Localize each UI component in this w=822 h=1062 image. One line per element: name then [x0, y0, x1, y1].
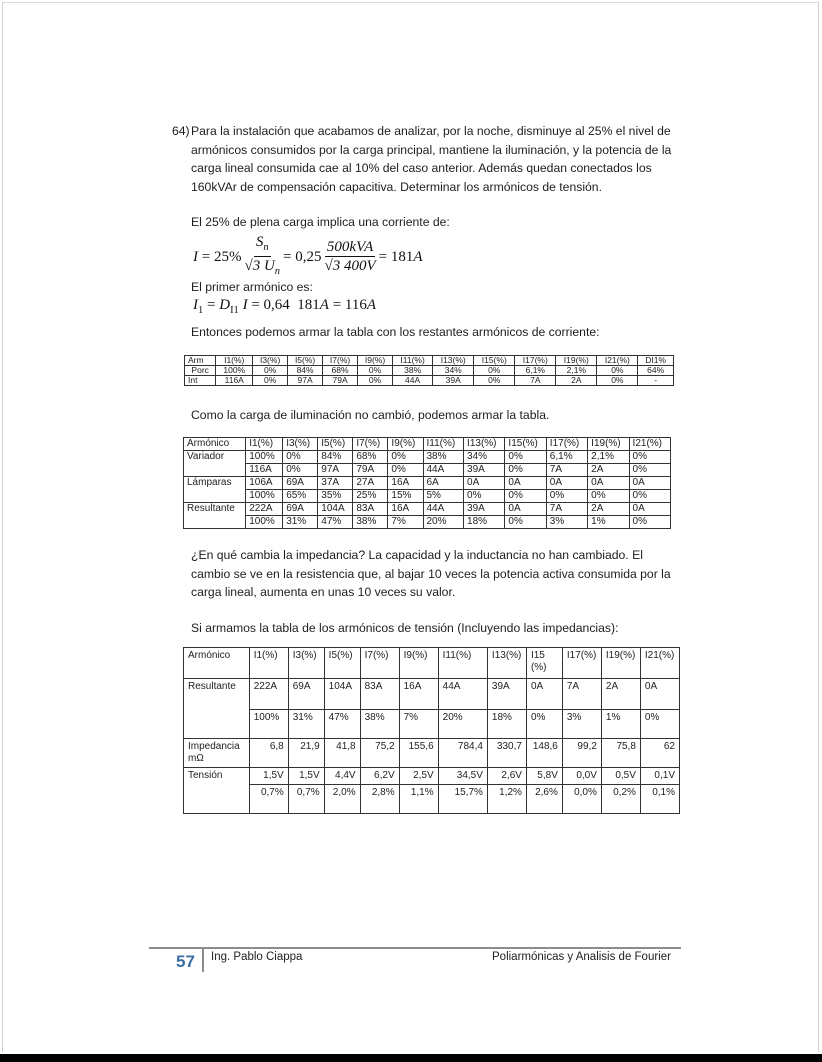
table-cell: 1,5V: [288, 768, 324, 785]
table-cell: 16A: [388, 477, 423, 490]
table-cell: 20%: [438, 710, 487, 739]
table-cell: 0,1V: [640, 768, 679, 785]
table-cell: Int: [185, 376, 216, 386]
table-cell: 2,5V: [399, 768, 438, 785]
table-header-cell: I3(%): [288, 648, 324, 679]
table-cell: 20%: [423, 516, 464, 529]
footer-separator: [202, 948, 204, 972]
table-cell: 38%: [353, 516, 388, 529]
table-cell: 2A: [601, 679, 640, 710]
table-cell: 1,2%: [487, 785, 526, 814]
table-header-cell: I5(%): [288, 356, 323, 366]
table-header-cell: I1(%): [246, 438, 283, 451]
table-cell: 0A: [505, 503, 546, 516]
table-cell: 104A: [318, 503, 353, 516]
table-cell: [184, 464, 246, 477]
table-cell: 38%: [423, 451, 464, 464]
table-header-cell: I3(%): [253, 356, 288, 366]
table-header-cell: Arm: [185, 356, 216, 366]
table-cell: 47%: [318, 516, 353, 529]
viewer-bottom-bar: [0, 1054, 822, 1062]
paragraph-lighting: Como la carga de iluminación no cambió, podemos armar la tabla.: [191, 408, 550, 422]
table-cell: 38%: [393, 366, 433, 376]
table-header-cell: I5(%): [324, 648, 360, 679]
table-cell: 0%: [629, 516, 670, 529]
table-row: [184, 785, 680, 814]
table-cell: 0%: [629, 451, 670, 464]
table-cell: 0,7%: [249, 785, 288, 814]
table-cell: 0A: [588, 477, 629, 490]
current-harmonics-table: [184, 355, 674, 386]
table-header-cell: I3(%): [283, 438, 318, 451]
table-header-cell: I19(%): [556, 356, 597, 366]
paragraph-voltage-intro: Si armamos la tabla de los armónicos de tensión (Incluyendo las impedancias):: [191, 621, 619, 635]
row-label-resultante: Resultante: [184, 503, 246, 516]
table-cell: 16A: [388, 503, 423, 516]
table-cell: 0A: [546, 477, 587, 490]
table-header-cell: I9(%): [399, 648, 438, 679]
table-cell: 0,0%: [562, 785, 601, 814]
row-label-variador: Variador: [184, 451, 246, 464]
row-label-lamparas: Lámparas: [184, 477, 246, 490]
table-cell: 34%: [433, 366, 474, 376]
table-row: [184, 516, 671, 529]
table-cell: 222A: [249, 679, 288, 710]
table-cell: 84%: [318, 451, 353, 464]
table-header-cell: I7(%): [360, 648, 399, 679]
table-cell: 100%: [246, 451, 283, 464]
table-cell: 21,9: [288, 739, 324, 768]
table-cell: 37A: [318, 477, 353, 490]
row-label-impedancia: Impedancia mΩ: [184, 739, 250, 768]
table-cell: 44A: [423, 464, 464, 477]
table-header-cell: I19(%): [601, 648, 640, 679]
table-cell: 0%: [283, 464, 318, 477]
table-cell: Porc: [185, 366, 216, 376]
table-header-cell: DI1%: [638, 356, 674, 366]
table-header-cell: I13(%): [487, 648, 526, 679]
table-cell: 104A: [324, 679, 360, 710]
table-cell: 100%: [216, 366, 253, 376]
table-cell: 41,8: [324, 739, 360, 768]
table-cell: [184, 490, 246, 503]
table-cell: 7A: [515, 376, 556, 386]
table-header-cell: I15(%): [526, 648, 562, 679]
row-label-tension: Tensión: [184, 768, 250, 785]
table-cell: 0%: [283, 451, 318, 464]
table-header-cell: I5(%): [318, 438, 353, 451]
table-cell: 83A: [360, 679, 399, 710]
table-cell: 7A: [546, 503, 587, 516]
table-row: [184, 451, 671, 464]
table-cell: 0A: [526, 679, 562, 710]
table-cell: 15%: [388, 490, 423, 503]
table-cell: 0A: [629, 503, 670, 516]
table-cell: -: [638, 376, 674, 386]
table-cell: 0,2%: [601, 785, 640, 814]
table-cell: 39A: [487, 679, 526, 710]
table-cell: 0%: [629, 464, 670, 477]
paragraph-full-load: El 25% de plena carga implica una corriente de:: [191, 215, 450, 229]
table-cell: 0%: [640, 710, 679, 739]
table-cell: 6,8: [249, 739, 288, 768]
table-cell: 69A: [283, 477, 318, 490]
table-cell: 6,1%: [515, 366, 556, 376]
table-cell: 100%: [246, 490, 283, 503]
table-cell: 3%: [562, 710, 601, 739]
table-cell: 6,1%: [546, 451, 587, 464]
table-row: [184, 710, 680, 739]
table-cell: 116A: [216, 376, 253, 386]
voltage-harmonics-table: [183, 647, 680, 814]
table-cell: 65%: [283, 490, 318, 503]
table-cell: 2,6%: [526, 785, 562, 814]
table-cell: 75,2: [360, 739, 399, 768]
table-cell: 68%: [323, 366, 358, 376]
table-row: [184, 739, 680, 768]
table-cell: 15,7%: [438, 785, 487, 814]
table-cell: 0%: [597, 366, 638, 376]
table-header-cell: I21(%): [640, 648, 679, 679]
table-cell: 0,7%: [288, 785, 324, 814]
table-header-cell: Armónico: [184, 648, 250, 679]
table-header-cell: I15(%): [474, 356, 515, 366]
table-cell: 5,8V: [526, 768, 562, 785]
table-row: [184, 477, 671, 490]
table-cell: 0%: [588, 490, 629, 503]
table-cell: 1,5V: [249, 768, 288, 785]
table-cell: 0,5V: [601, 768, 640, 785]
fraction-500kva: $\frac{\text{500kVA}}{√3 400V}$: [324, 239, 376, 274]
table-cell: 2,6V: [487, 768, 526, 785]
formula-current: I = 25% $\frac{S_n}{√3 U_n}$ = 0,25 $\frac{\text{500kVA}}{√3 400V}$ = 181 A: [193, 236, 423, 278]
combined-currents-table: [183, 437, 671, 529]
table-cell: 0%: [526, 710, 562, 739]
table-header-cell: I11(%): [393, 356, 433, 366]
table-header-cell: I13(%): [464, 438, 505, 451]
table-cell: 83A: [353, 503, 388, 516]
table-cell: 0%: [505, 516, 546, 529]
page-edge-top: [2, 2, 818, 3]
table-cell: 31%: [283, 516, 318, 529]
table-row: [184, 679, 680, 710]
table-cell: 44A: [438, 679, 487, 710]
table-header-cell: I9(%): [388, 438, 423, 451]
table-cell: 79A: [353, 464, 388, 477]
table-header-cell: I7(%): [353, 438, 388, 451]
footer-document-title: Poliarmónicas y Analisis de Fourier: [492, 951, 671, 963]
table-cell: 0%: [629, 490, 670, 503]
table-cell: 1,1%: [399, 785, 438, 814]
table-cell: [184, 710, 250, 739]
table-cell: [184, 785, 250, 814]
table-cell: 0%: [597, 376, 638, 386]
paragraph-table-intro: Entonces podemos armar la tabla con los restantes armónicos de corriente:: [191, 325, 600, 339]
table-header-cell: I17(%): [515, 356, 556, 366]
page-number: 57: [176, 952, 195, 971]
table-cell: 4,4V: [324, 768, 360, 785]
table-header-cell: I21(%): [629, 438, 670, 451]
fraction-sn: $\frac{S_n}{√3 U_n}$: [244, 233, 281, 277]
paragraph-impedance: ¿En qué cambia la impedancia? La capacidad y la inductancia no han cambiado. El cambio se ve en la resistencia que, al bajar 10 veces la potencia activa consumida por la carga lineal, aumenta en unas 10 veces su valor.: [191, 548, 671, 599]
table-cell: 0%: [474, 376, 515, 386]
table-cell: 0A: [640, 679, 679, 710]
table-cell: 0A: [464, 477, 505, 490]
table-cell: 6A: [423, 477, 464, 490]
table-cell: 1%: [588, 516, 629, 529]
table-cell: 0%: [358, 376, 393, 386]
table-header-cell: I17(%): [562, 648, 601, 679]
table-cell: 2,1%: [588, 451, 629, 464]
table-header-cell: Armónico: [184, 438, 246, 451]
table-cell: 27A: [353, 477, 388, 490]
table-cell: 64%: [638, 366, 674, 376]
footer-rule: [149, 947, 681, 949]
table-header-cell: I7(%): [323, 356, 358, 366]
table-cell: 0%: [474, 366, 515, 376]
table-header-cell: I1(%): [216, 356, 253, 366]
table-cell: 0%: [505, 464, 546, 477]
table-cell: 0%: [546, 490, 587, 503]
table-cell: 7A: [562, 679, 601, 710]
table-cell: 0%: [388, 464, 423, 477]
table-cell: 2A: [588, 464, 629, 477]
table-cell: 18%: [487, 710, 526, 739]
table-cell: 7%: [388, 516, 423, 529]
table-cell: 155,6: [399, 739, 438, 768]
table-header-row: [184, 438, 671, 451]
table-cell: 75,8: [601, 739, 640, 768]
table-cell: 0%: [388, 451, 423, 464]
table-header-cell: I13(%): [433, 356, 474, 366]
table-cell: 39A: [433, 376, 474, 386]
table-cell: 16A: [399, 679, 438, 710]
table-cell: 69A: [283, 503, 318, 516]
table-cell: 0A: [505, 477, 546, 490]
table-cell: 97A: [318, 464, 353, 477]
table-cell: 79A: [323, 376, 358, 386]
table-cell: 18%: [464, 516, 505, 529]
table-cell: 0,1%: [640, 785, 679, 814]
table-cell: 0%: [253, 366, 288, 376]
table-cell: 0%: [464, 490, 505, 503]
table-cell: 62: [640, 739, 679, 768]
formula-first-harmonic: $I_1 = D_{I1}$ I = 0,64 181A = 116A: [193, 297, 377, 316]
table-row: [184, 768, 680, 785]
table-cell: 7%: [399, 710, 438, 739]
table-cell: 2A: [588, 503, 629, 516]
footer-author: Ing. Pablo Ciappa: [211, 951, 303, 963]
page-edge-right: [818, 2, 819, 1052]
table-header-cell: I21(%): [597, 356, 638, 366]
paragraph-first-harmonic: El primer armónico es:: [191, 280, 313, 294]
table-cell: 106A: [246, 477, 283, 490]
table-cell: 1%: [601, 710, 640, 739]
table-cell: 2A: [556, 376, 597, 386]
table-header-cell: I11(%): [438, 648, 487, 679]
table-cell: 99,2: [562, 739, 601, 768]
table-cell: 44A: [423, 503, 464, 516]
page-edge-left: [2, 2, 3, 1052]
table-cell: 2,8%: [360, 785, 399, 814]
table-cell: 47%: [324, 710, 360, 739]
table-cell: [184, 516, 246, 529]
table-cell: 2,1%: [556, 366, 597, 376]
table-cell: 84%: [288, 366, 323, 376]
table-cell: 25%: [353, 490, 388, 503]
problem-statement: [172, 122, 672, 196]
table-row: [184, 503, 671, 516]
table-cell: 44A: [393, 376, 433, 386]
table-cell: 0%: [505, 451, 546, 464]
table-cell: 0%: [358, 366, 393, 376]
table-cell: 5%: [423, 490, 464, 503]
table-cell: 0%: [253, 376, 288, 386]
table-cell: 39A: [464, 464, 505, 477]
table-cell: 330,7: [487, 739, 526, 768]
table-cell: 0A: [629, 477, 670, 490]
table-header-row: [185, 356, 674, 366]
table-cell: 784,4: [438, 739, 487, 768]
table-cell: 34,5V: [438, 768, 487, 785]
table-cell: 68%: [353, 451, 388, 464]
table-header-cell: I15(%): [505, 438, 546, 451]
table-cell: 116A: [246, 464, 283, 477]
table-header-cell: I11(%): [423, 438, 464, 451]
table-cell: 7A: [546, 464, 587, 477]
problem-number: 64): [172, 124, 190, 138]
table-row: [185, 376, 674, 386]
table-header-row: [184, 648, 680, 679]
problem-text: Para la instalación que acabamos de analizar, por la noche, disminuye al 25% el nivel de armónicos consumidos por la carga principal, mantiene la iluminación, y la potencia de la carga lineal consumida cae al 10% del caso anterior. Además quedan conectados los 160kVAr de compensación capacitiva. Determinar los armónicos de tensión.: [191, 124, 672, 194]
table-cell: 100%: [246, 516, 283, 529]
table-row: [185, 366, 674, 376]
table-row: [184, 464, 671, 477]
table-cell: 3%: [546, 516, 587, 529]
row-label-resultante: Resultante: [184, 679, 250, 710]
table-cell: 97A: [288, 376, 323, 386]
table-cell: 222A: [246, 503, 283, 516]
table-cell: 35%: [318, 490, 353, 503]
table-cell: 34%: [464, 451, 505, 464]
table-row: [184, 490, 671, 503]
table-cell: 100%: [249, 710, 288, 739]
table-header-cell: I17(%): [546, 438, 587, 451]
table-header-cell: I19(%): [588, 438, 629, 451]
table-header-cell: I1(%): [249, 648, 288, 679]
table-cell: 0,0V: [562, 768, 601, 785]
table-cell: 39A: [464, 503, 505, 516]
table-cell: 31%: [288, 710, 324, 739]
table-header-cell: I9(%): [358, 356, 393, 366]
table-cell: 6,2V: [360, 768, 399, 785]
table-cell: 148,6: [526, 739, 562, 768]
table-cell: 38%: [360, 710, 399, 739]
table-cell: 69A: [288, 679, 324, 710]
table-cell: 0%: [505, 490, 546, 503]
table-cell: 2,0%: [324, 785, 360, 814]
